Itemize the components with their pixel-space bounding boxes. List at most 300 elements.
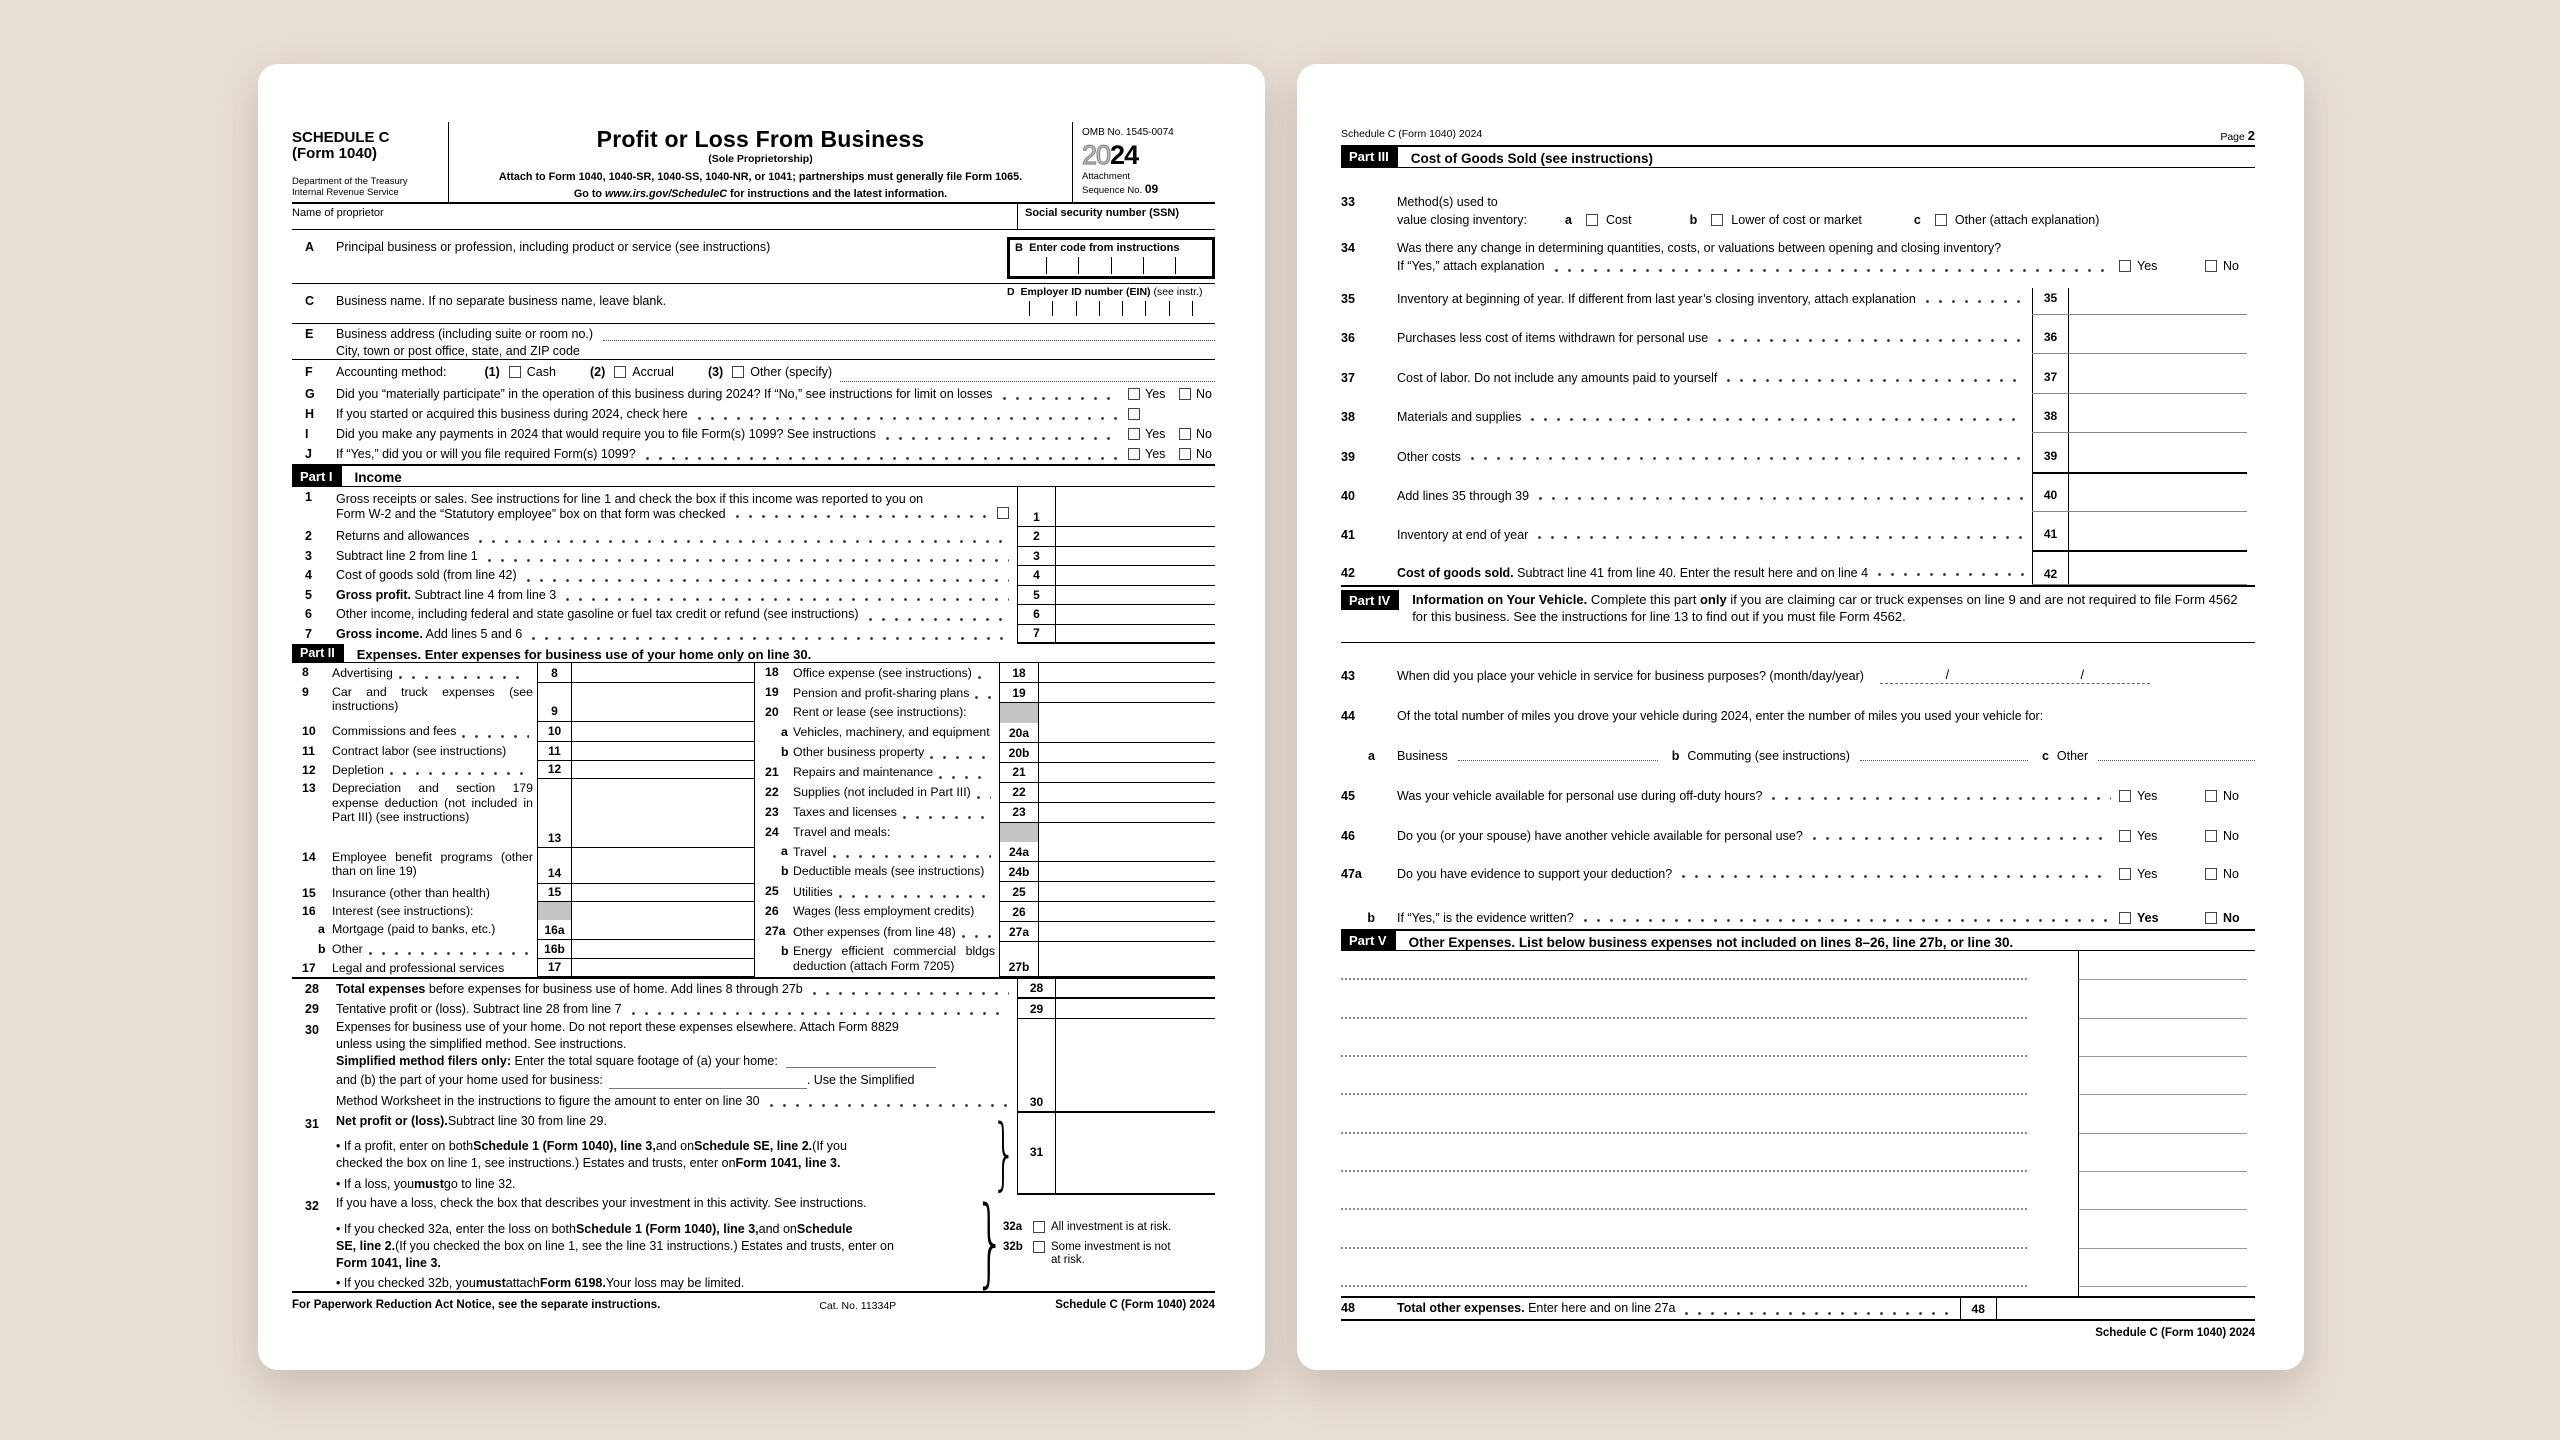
line-32-text: If you have a loss, check the box that describes your investment in this activity. See instructions. xyxy=(336,1196,867,1211)
form-header xyxy=(292,122,1215,204)
some-investment-not-at-risk-checkbox[interactable] xyxy=(1033,1241,1045,1253)
line-f-number: F xyxy=(305,364,313,379)
line-i-no-checkbox[interactable] xyxy=(1179,428,1191,440)
line-number: 3 xyxy=(305,548,312,563)
line-46-row xyxy=(1341,807,2255,847)
line-31-bullet-1: • If a profit, enter on both Schedule 1 (Form 1040), line 3, and on Schedule SE, line 2. (If you xyxy=(336,1139,847,1154)
dot-leader xyxy=(390,772,529,775)
line-30-block xyxy=(292,1019,1215,1113)
other-expense-row xyxy=(1341,1181,2255,1219)
expense-amount-field[interactable] xyxy=(2079,1248,2247,1249)
box: 10 xyxy=(537,722,572,742)
line-30-text-3: Simplified method filers only: Enter the total square footage of (a) your home: xyxy=(336,1054,778,1069)
dot-leader xyxy=(1926,300,2024,303)
amount-field[interactable] xyxy=(1039,803,1215,823)
line-44a-letter: a xyxy=(1368,748,1375,763)
amount-field[interactable] xyxy=(572,683,755,722)
brace-glyph: } xyxy=(991,1108,1017,1199)
other-inventory-checkbox[interactable] xyxy=(1935,214,1947,226)
expense-amount-field[interactable] xyxy=(2079,1171,2247,1172)
line-box: 48 xyxy=(1960,1298,1997,1319)
blank-cell xyxy=(572,902,755,920)
yes-label: Yes xyxy=(2137,866,2158,881)
amount-field[interactable] xyxy=(1056,586,1215,606)
expense-row-20 xyxy=(755,703,1215,723)
form-footer-id: Schedule C (Form 1040) 2024 xyxy=(2095,1327,2255,1340)
line-47b-label: If “Yes,” is the evidence written? xyxy=(1397,910,1574,925)
vehicle-service-date-field[interactable]: / / xyxy=(1880,668,2150,684)
amount-field[interactable] xyxy=(2032,314,2247,315)
amount-field[interactable] xyxy=(2032,353,2247,354)
expense-amount-field[interactable] xyxy=(2079,1056,2247,1057)
amount-field[interactable] xyxy=(1039,882,1215,902)
expense-row-17 xyxy=(292,959,755,977)
box: 12 xyxy=(537,761,572,779)
business-address-field[interactable] xyxy=(603,340,1215,341)
line-number: 28 xyxy=(305,981,319,996)
box: 15 xyxy=(537,884,572,903)
label: Office expense (see instructions) xyxy=(793,665,972,680)
amount-field[interactable] xyxy=(572,742,755,762)
box: 11 xyxy=(537,742,572,762)
dot-leader xyxy=(1727,379,2024,382)
amount-field[interactable] xyxy=(572,663,755,683)
amount-field[interactable] xyxy=(1056,566,1215,586)
line-45-yes-checkbox[interactable] xyxy=(2119,790,2131,802)
line-46-yes-checkbox[interactable] xyxy=(2119,830,2131,842)
expense-description-field[interactable] xyxy=(1341,1247,2027,1249)
line-number: 6 xyxy=(305,607,312,622)
cost-label: Cost xyxy=(1605,212,1632,227)
amount-field[interactable] xyxy=(1056,979,1215,999)
dot-leader xyxy=(886,437,1120,440)
line-33-text-1: Method(s) used to xyxy=(1397,194,1498,209)
dot-leader xyxy=(399,676,529,679)
amount-field[interactable] xyxy=(1039,942,1215,977)
line-1-amount-field[interactable] xyxy=(1056,487,1215,527)
line-47a-no-checkbox[interactable] xyxy=(2205,868,2217,880)
expense-row-8 xyxy=(292,663,755,683)
line-31-block xyxy=(292,1108,1215,1199)
expense-description-field[interactable] xyxy=(1341,978,2027,980)
amount-field[interactable] xyxy=(1039,842,1215,862)
line-a-label[interactable]: Principal business or profession, including product or service (see instructions) xyxy=(336,239,771,254)
dot-leader xyxy=(975,696,991,699)
expense-amount-field[interactable] xyxy=(2079,1094,2247,1095)
schedule-c-page-2 xyxy=(1297,64,2304,1370)
amount-field[interactable] xyxy=(1997,1298,2255,1319)
dot-leader xyxy=(1682,875,2111,878)
expense-row-10 xyxy=(292,722,755,742)
line-c-row xyxy=(292,284,1215,324)
other-expense-row xyxy=(1341,1066,2255,1104)
line-g-yes-checkbox[interactable] xyxy=(1128,388,1140,400)
box: 16b xyxy=(537,940,572,959)
business-sqft-field[interactable] xyxy=(609,1088,807,1089)
line-number: 44 xyxy=(1341,708,1355,723)
expenses-grid xyxy=(292,663,1215,979)
line-32a-number: 32a xyxy=(1003,1221,1023,1233)
label: Employee benefit programs (other than on line 19) xyxy=(332,849,533,879)
lower-cost-checkbox[interactable] xyxy=(1711,214,1723,226)
line-number: b xyxy=(1367,910,1375,925)
line-1-text-a: Gross receipts or sales. See instructions for line 1 and check the box if this income was reported to you on xyxy=(336,492,924,507)
page-1-footer xyxy=(292,1293,1215,1315)
box: 26 xyxy=(999,902,1039,922)
line-number: 4 xyxy=(305,568,312,583)
amount-field[interactable] xyxy=(1056,527,1215,547)
num: 16 xyxy=(302,904,316,919)
form-id-block xyxy=(292,122,448,202)
amount-field[interactable] xyxy=(1056,1113,1215,1195)
amount-field[interactable] xyxy=(572,920,755,940)
line-box: 7 xyxy=(1017,625,1056,645)
num: b xyxy=(781,744,789,759)
num: 23 xyxy=(765,804,779,819)
line-number: 34 xyxy=(1341,240,1355,255)
line-label: Other costs xyxy=(1397,449,1461,464)
amount-field[interactable] xyxy=(2032,511,2247,512)
line-47b-yes-checkbox[interactable] xyxy=(2119,912,2131,924)
cogs-line-39 xyxy=(1341,446,2255,485)
other-miles-field[interactable] xyxy=(2098,760,2255,761)
expense-row-27a xyxy=(755,922,1215,942)
part-2-header xyxy=(292,644,1215,663)
line-box: 31 xyxy=(1017,1113,1056,1195)
business-miles-label: Business xyxy=(1397,748,1448,763)
expense-amount-field[interactable] xyxy=(2079,1018,2247,1019)
business-code-box[interactable]: B Enter code from instructions xyxy=(1007,237,1215,279)
expense-amount-field[interactable] xyxy=(2079,1133,2247,1134)
statutory-employee-checkbox[interactable] xyxy=(997,507,1009,519)
amount-field[interactable] xyxy=(1039,723,1215,743)
box: 16a xyxy=(537,920,572,940)
line-j-no-checkbox[interactable] xyxy=(1179,448,1191,460)
accrual-checkbox[interactable] xyxy=(614,366,626,378)
amount-field[interactable] xyxy=(572,959,755,977)
line-label: Gross income. Add lines 5 and 6 xyxy=(336,626,523,641)
num: 12 xyxy=(302,763,316,778)
part-2-title: Expenses. Enter expenses for business use of your home only on line 30. xyxy=(356,647,812,662)
option-b: b xyxy=(1689,212,1698,227)
ein-digit-cells[interactable] xyxy=(1007,301,1215,316)
column-divider xyxy=(2078,1028,2079,1066)
box: 20a xyxy=(999,723,1039,743)
line-e-row xyxy=(292,324,1215,360)
line-number: 47a xyxy=(1341,866,1362,881)
column-divider xyxy=(2078,1181,2079,1219)
line-g-no-checkbox[interactable] xyxy=(1179,388,1191,400)
line-number: 36 xyxy=(1341,331,1355,346)
line-46-no-checkbox[interactable] xyxy=(2205,830,2217,842)
income-line-7 xyxy=(292,625,1215,645)
line-a-row xyxy=(292,230,1215,284)
commuting-miles-field[interactable] xyxy=(1860,760,2028,761)
num: 21 xyxy=(765,764,779,779)
amount-field[interactable] xyxy=(572,722,755,742)
cost-checkbox[interactable] xyxy=(1586,214,1598,226)
amount-field[interactable] xyxy=(1039,663,1215,683)
paperwork-notice: For Paperwork Reduction Act Notice, see the separate instructions. xyxy=(292,1299,661,1312)
line-number: 32 xyxy=(305,1199,319,1213)
expense-description-field[interactable] xyxy=(1341,1170,2027,1172)
line-43-label: When did you place your vehicle in service for business purposes? (month/day/year) xyxy=(1397,668,1864,683)
income-line-1 xyxy=(292,487,1215,527)
commuting-miles-label: Commuting (see instructions) xyxy=(1687,748,1850,763)
cash-checkbox[interactable] xyxy=(509,366,521,378)
num: 19 xyxy=(765,684,779,699)
other-method-specify-field[interactable] xyxy=(840,381,1215,382)
ein-box[interactable]: D Employer ID number (EIN) (see instr.) xyxy=(1007,286,1215,316)
box: 17 xyxy=(537,959,572,977)
line-number: 35 xyxy=(1341,292,1355,306)
dot-leader xyxy=(1531,418,2024,421)
amount-field[interactable] xyxy=(1056,625,1215,645)
cogs-line-38 xyxy=(1341,406,2255,445)
amount-field[interactable] xyxy=(1039,743,1215,763)
label: Other xyxy=(332,942,363,957)
line-label: Add lines 35 through 39 xyxy=(1397,488,1530,503)
line-1-number: 1 xyxy=(305,490,312,504)
line-i-row xyxy=(292,424,1215,444)
line-31-bullet-2: • If a loss, you must go to line 32. xyxy=(336,1177,516,1192)
label: Car and truck expenses (see instructions) xyxy=(332,684,533,714)
part-1-chip: Part I xyxy=(292,466,342,486)
dot-leader xyxy=(903,816,991,819)
num: a xyxy=(318,922,325,937)
amount-field[interactable] xyxy=(2032,472,2247,474)
code-digit-cells[interactable] xyxy=(1015,257,1207,274)
option-3: (3) xyxy=(707,364,724,379)
num: 11 xyxy=(302,743,315,758)
other-expense-row xyxy=(1341,1028,2255,1066)
amount-field[interactable] xyxy=(1039,763,1215,783)
dot-leader xyxy=(977,796,991,799)
part-4-header xyxy=(1341,585,2255,643)
label: Pension and profit-sharing plans xyxy=(793,685,970,700)
num: 26 xyxy=(765,904,779,919)
box: 27b xyxy=(999,942,1039,977)
expense-description-field[interactable] xyxy=(1341,1093,2027,1095)
num: 20 xyxy=(765,704,779,719)
box: 21 xyxy=(999,763,1039,783)
expenses-left-column xyxy=(292,663,755,977)
line-j-yes-checkbox[interactable] xyxy=(1128,448,1140,460)
line-34-yes-checkbox[interactable] xyxy=(2119,260,2131,272)
omb-number: OMB No. 1545-0074 xyxy=(1082,127,1174,138)
column-divider xyxy=(2078,1104,2079,1142)
amount-field[interactable] xyxy=(572,761,755,779)
amount-field[interactable] xyxy=(2032,393,2247,394)
line-label: Inventory at end of year xyxy=(1397,528,1529,543)
line-box: 36 xyxy=(2032,327,2069,366)
expense-amount-field[interactable] xyxy=(2079,1209,2247,1210)
column-divider xyxy=(2078,1143,2079,1181)
no-label: No xyxy=(2223,828,2239,843)
all-investment-at-risk-checkbox[interactable] xyxy=(1033,1221,1045,1233)
dot-leader xyxy=(869,618,1010,621)
line-f-row xyxy=(292,360,1215,384)
line-number: 48 xyxy=(1341,1301,1355,1316)
line-box: 3 xyxy=(1017,547,1056,567)
dot-leader xyxy=(736,515,989,518)
home-sqft-field[interactable] xyxy=(786,1067,936,1068)
line-47a-yes-checkbox[interactable] xyxy=(2119,868,2131,880)
line-i-yes-checkbox[interactable] xyxy=(1128,428,1140,440)
amount-field[interactable] xyxy=(1039,783,1215,803)
expense-amount-field[interactable] xyxy=(2079,1286,2247,1287)
expense-description-field[interactable] xyxy=(1341,1132,2027,1134)
amount-field[interactable] xyxy=(1056,547,1215,567)
part-5-header xyxy=(1341,929,2255,951)
line-box: 41 xyxy=(2032,524,2069,563)
line-box: 4 xyxy=(1017,566,1056,586)
column-divider xyxy=(2078,1066,2079,1104)
expense-row-16a xyxy=(292,920,755,940)
income-line-3 xyxy=(292,547,1215,567)
name-of-proprietor-field[interactable]: Name of proprietor xyxy=(292,207,384,219)
line-number: 46 xyxy=(1341,828,1355,843)
dot-leader xyxy=(698,417,1120,420)
dot-leader xyxy=(1813,837,2111,840)
line-47a-row xyxy=(1341,847,2255,885)
other-expense-row xyxy=(1341,989,2255,1027)
line-46-label: Do you (or your spouse) have another vehicle available for personal use? xyxy=(1397,828,1803,843)
line-label: Other income, including federal and state gasoline or fuel tax credit or refund (see instructions) xyxy=(336,607,859,622)
other-method-checkbox[interactable] xyxy=(732,366,744,378)
proprietor-row xyxy=(292,204,1215,230)
expense-description-field[interactable] xyxy=(1341,1285,2027,1287)
dot-leader xyxy=(1878,573,2024,576)
line-47b-no-checkbox[interactable] xyxy=(2205,912,2217,924)
part-5-chip: Part V xyxy=(1341,931,1396,950)
line-30-text-2: unless using the simplified method. See instructions. xyxy=(336,1037,627,1052)
blank-cell xyxy=(1039,823,1215,843)
form-title-block xyxy=(448,122,1073,202)
line-number: 30 xyxy=(305,1023,319,1037)
num: 17 xyxy=(302,961,316,976)
yes-label: Yes xyxy=(1145,386,1166,401)
line-box: 42 xyxy=(2032,564,2069,585)
dot-leader xyxy=(1538,536,2024,539)
line-44c-letter: c xyxy=(2041,748,2049,763)
line-34-no-checkbox[interactable] xyxy=(2205,260,2217,272)
dot-leader xyxy=(930,756,991,759)
amount-field[interactable] xyxy=(572,779,755,848)
line-label: Total expenses before expenses for business use of home. Add lines 8 through 27b xyxy=(336,981,803,996)
part-1-header xyxy=(292,464,1215,487)
amount-field[interactable] xyxy=(572,884,755,903)
line-a-number: A xyxy=(305,239,315,254)
business-miles-field[interactable] xyxy=(1458,760,1658,761)
cogs-line-41 xyxy=(1341,524,2255,563)
schedule-label: SCHEDULE C xyxy=(292,129,390,146)
amount-field[interactable] xyxy=(1056,999,1215,1019)
line-h-checkbox[interactable] xyxy=(1128,408,1140,420)
amount-field[interactable] xyxy=(2032,550,2247,552)
line-e2-label[interactable]: City, town or post office, state, and ZIP code xyxy=(336,344,580,359)
num: 27a xyxy=(765,924,786,939)
expense-row-13 xyxy=(292,779,755,848)
income-line-4 xyxy=(292,566,1215,586)
expense-row-24b xyxy=(755,862,1215,882)
cogs-line-40 xyxy=(1341,485,2255,524)
dot-leader xyxy=(1003,397,1120,400)
amount-field[interactable] xyxy=(572,940,755,959)
label: Utilities xyxy=(793,885,833,900)
option-1: (1) xyxy=(484,364,500,379)
amount-field[interactable] xyxy=(1039,683,1215,703)
shaded-cell xyxy=(537,902,572,920)
num: 10 xyxy=(302,723,316,738)
other-expense-row xyxy=(1341,951,2255,989)
no-label: No xyxy=(2223,258,2239,273)
amount-field[interactable] xyxy=(1039,862,1215,882)
line-30-text-4b: . Use the Simplified xyxy=(806,1073,915,1088)
num: 22 xyxy=(765,784,779,799)
dot-leader xyxy=(527,579,1009,582)
amount-field[interactable] xyxy=(1056,605,1215,625)
num: b xyxy=(781,944,789,959)
num: b xyxy=(781,864,789,879)
expense-amount-field[interactable] xyxy=(2079,979,2247,980)
expense-description-field[interactable] xyxy=(1341,1208,2027,1210)
line-label: Inventory at beginning of year. If different from last year’s closing inventory, attach explanation xyxy=(1397,292,1916,306)
line-c-label[interactable]: Business name. If no separate business name, leave blank. xyxy=(336,293,667,308)
page-number: Page 2 xyxy=(2220,128,2255,143)
num: 13 xyxy=(302,781,316,796)
box: 23 xyxy=(999,803,1039,823)
expense-row-18 xyxy=(755,663,1215,683)
page-title: Profit or Loss From Business xyxy=(596,126,925,152)
shaded-cell xyxy=(999,703,1039,723)
amount-field[interactable] xyxy=(2032,584,2247,585)
expense-row-20b xyxy=(755,743,1215,763)
line-number: 7 xyxy=(305,626,312,641)
yes-label: Yes xyxy=(2137,828,2158,843)
amount-field[interactable] xyxy=(2032,432,2247,433)
line-label: Cost of goods sold (from line 42) xyxy=(336,568,517,583)
line-30-text-5: Method Worksheet in the instructions to figure the amount to enter on line 30 xyxy=(336,1093,760,1108)
part-3-title: Cost of Goods Sold (see instructions) xyxy=(1410,151,1654,166)
shaded-cell xyxy=(999,823,1039,843)
ssn-field[interactable]: Social security number (SSN) xyxy=(1017,204,1215,229)
line-j-label: If “Yes,” did you or will you file required Form(s) 1099? xyxy=(336,446,636,461)
expense-description-field[interactable] xyxy=(1341,1055,2027,1057)
amount-field[interactable] xyxy=(572,848,755,884)
line-number: 41 xyxy=(1341,528,1355,543)
dot-leader xyxy=(532,637,1009,640)
line-i-number: I xyxy=(305,426,309,441)
form-label: (Form 1040) xyxy=(292,144,378,162)
line-box: 35 xyxy=(2032,288,2069,327)
other-inventory-label: Other (attach explanation) xyxy=(1954,212,2100,227)
expense-row-19 xyxy=(755,683,1215,703)
dot-leader xyxy=(1555,269,2111,272)
expense-description-field[interactable] xyxy=(1341,1017,2027,1019)
amount-field[interactable] xyxy=(1039,922,1215,942)
amount-field[interactable] xyxy=(1056,1019,1215,1113)
yes-label: Yes xyxy=(1145,426,1166,441)
line-box: 29 xyxy=(1017,999,1056,1019)
line-45-no-checkbox[interactable] xyxy=(2205,790,2217,802)
dot-leader xyxy=(646,457,1120,460)
label: Other business property xyxy=(793,745,925,760)
line-30-text-4: and (b) the part of your home used for business: xyxy=(336,1073,603,1088)
amount-field[interactable] xyxy=(1039,902,1215,922)
line-e-label: Business address (including suite or room no.) xyxy=(336,327,594,342)
line-number: 5 xyxy=(305,587,312,602)
